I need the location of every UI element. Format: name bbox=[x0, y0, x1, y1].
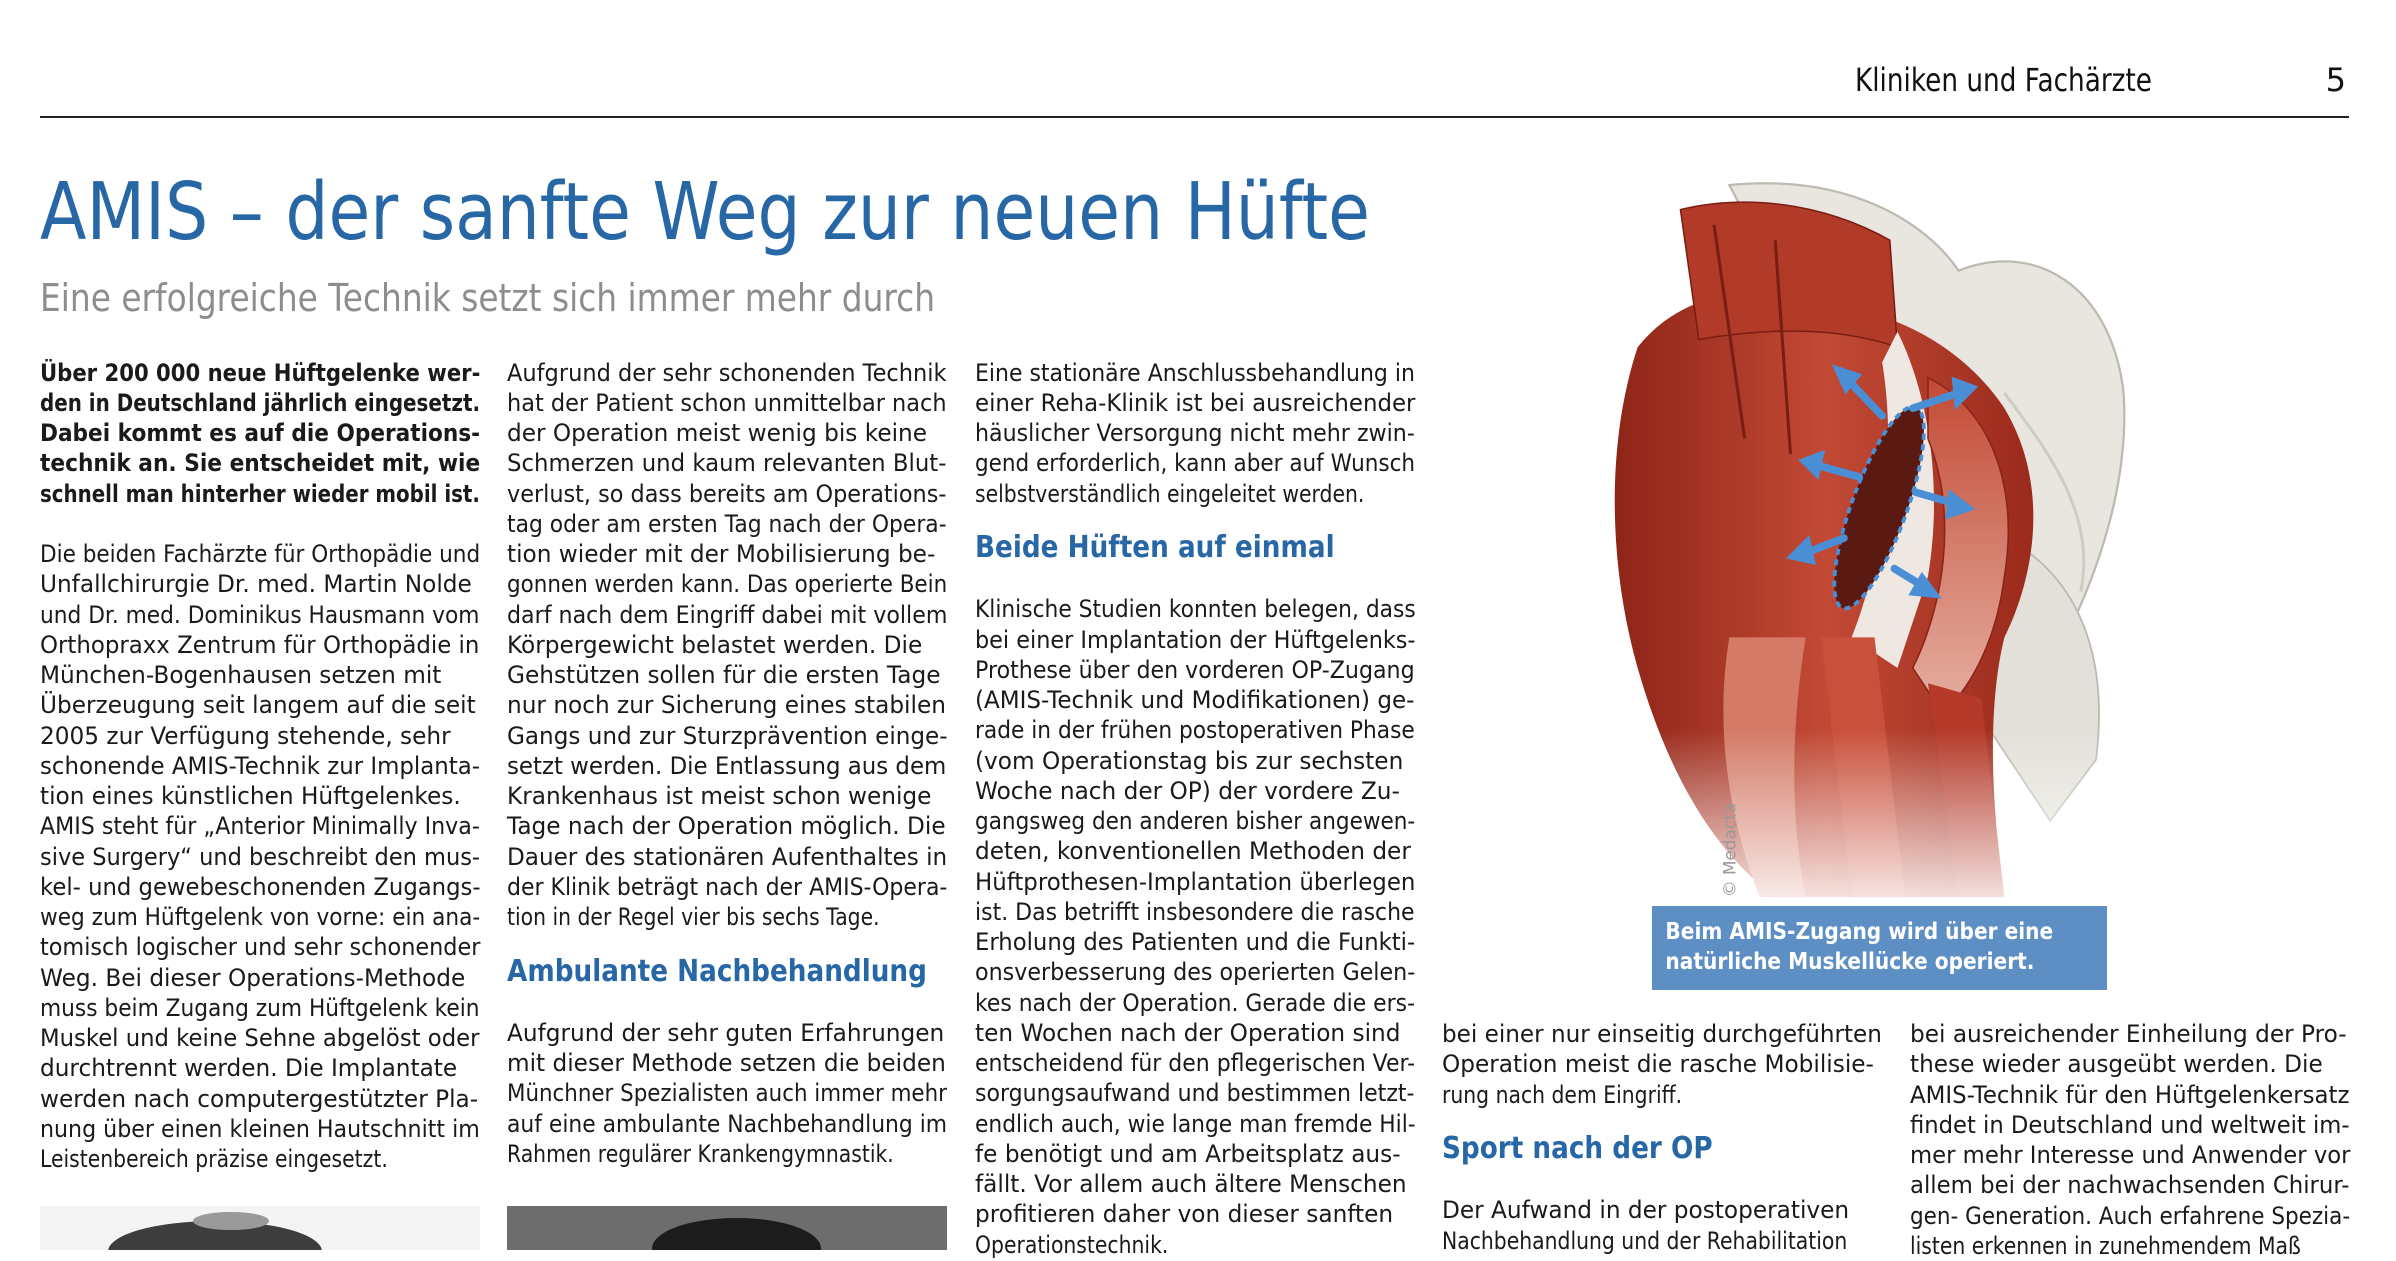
text-line: Weg. Bei dieser Operations-Methode bbox=[39, 963, 465, 992]
text-line: endlich auch, wie lange man fremde Hil- bbox=[974, 1109, 1416, 1138]
text-line: tion wieder mit der Mobilisierung be- bbox=[507, 540, 936, 569]
text-line: these wieder ausgeübt werden. Die bbox=[1910, 1050, 2323, 1079]
column-3 bbox=[975, 358, 1415, 1260]
text-line: profitieren daher von dieser sanften bbox=[974, 1200, 1393, 1229]
column-5 bbox=[1910, 1019, 2350, 1261]
text-line: allem bei der nachwachsenden Chirur- bbox=[1910, 1171, 2350, 1200]
text-line: Muskel und keine Sehne abgelöst oder bbox=[39, 1024, 480, 1053]
text-line: Unfallchirurgie Dr. med. Martin Nolde bbox=[39, 570, 472, 599]
text-line: Operationstechnik. bbox=[974, 1230, 1169, 1259]
portrait-photo-nolde bbox=[40, 1206, 480, 1250]
text-line: AMIS-Technik für den Hüftgelenkersatz bbox=[1910, 1080, 2350, 1109]
text-line: onsverbesserung des operierten Gelen- bbox=[974, 958, 1416, 987]
text-line: gend erforderlich, kann aber auf Wunsch bbox=[974, 449, 1415, 478]
text-line: tag oder am ersten Tag nach der Opera- bbox=[507, 509, 947, 538]
text-line: Dauer des stationären Aufenthaltes in bbox=[507, 842, 948, 871]
text-line: Klinische Studien konnten belegen, dass bbox=[974, 595, 1416, 624]
column-2 bbox=[507, 358, 947, 1170]
text-line: gangsweg den anderen bisher angewen- bbox=[974, 807, 1416, 836]
text-line: Aufgrund der sehr schonenden Technik bbox=[507, 358, 947, 387]
section-heading-beide-hueften: Beide Hüften auf einmal bbox=[974, 530, 1335, 566]
text-line: auf eine ambulante Nachbehandlung im bbox=[507, 1109, 948, 1138]
text-line: Münchner Spezialisten auch immer mehr bbox=[507, 1079, 948, 1108]
text-line: kel- und gewebeschonenden Zugangs- bbox=[39, 872, 481, 901]
body-paragraph bbox=[975, 358, 1415, 509]
text-line: Woche nach der OP) der vordere Zu- bbox=[974, 776, 1400, 805]
text-line: weg zum Hüftgelenk von vorne: ein ana- bbox=[39, 903, 480, 932]
text-line: Der Aufwand in der postoperativen bbox=[1442, 1196, 1850, 1225]
text-line: hat der Patient schon unmittelbar nach bbox=[507, 388, 947, 417]
text-line: Die beiden Fachärzte für Orthopädie und bbox=[39, 540, 480, 569]
column-4 bbox=[1442, 1019, 1882, 1256]
text-line: (AMIS-Technik und Modifikationen) ge- bbox=[974, 686, 1415, 715]
text-line: gonnen werden kann. Das operierte Bein bbox=[507, 570, 948, 599]
body-paragraph bbox=[1910, 1019, 2350, 1261]
text-line: listen erkennen in zunehmendem Maß bbox=[1910, 1231, 2301, 1260]
text-line: Über 200 000 neue Hüftgelenke wer- bbox=[39, 358, 481, 387]
text-line: durchtrennt werden. Die Implantate bbox=[39, 1054, 457, 1083]
text-line: 2005 zur Verfügung stehende, sehr bbox=[39, 721, 451, 750]
text-line: Dabei kommt es auf die Operations- bbox=[39, 419, 480, 448]
text-line: ten Wochen nach der Operation sind bbox=[974, 1018, 1401, 1047]
lead-paragraph bbox=[40, 358, 480, 509]
text-line: AMIS steht für „Anterior Minimally Inva- bbox=[39, 812, 480, 841]
text-line: Eine stationäre Anschlussbehandlung in bbox=[974, 358, 1415, 387]
section-title: Kliniken und Fachärzte bbox=[1854, 61, 2152, 100]
text-line: selbstverständlich eingeleitet werden. bbox=[974, 479, 1365, 508]
text-line: verlust, so dass bereits am Operations- bbox=[507, 479, 947, 508]
body-paragraph bbox=[1442, 1019, 1882, 1110]
text-line: Krankenhaus ist meist schon wenige bbox=[507, 782, 932, 811]
text-line: Orthopraxx Zentrum für Orthopädie in bbox=[39, 630, 480, 659]
text-line: deten, konventionellen Methoden der bbox=[974, 837, 1411, 866]
text-line: München-Bogenhausen setzen mit bbox=[39, 661, 442, 690]
body-paragraph bbox=[975, 594, 1415, 1260]
text-line: nung über einen kleinen Hautschnitt im bbox=[39, 1114, 480, 1143]
text-line: bei einer nur einseitig durchgeführten bbox=[1442, 1020, 1883, 1049]
text-line: der Klinik beträgt nach der AMIS-Opera- bbox=[507, 872, 948, 901]
text-line: nur noch zur Sicherung eines stabilen bbox=[507, 691, 947, 720]
text-line: tion in der Regel vier bis sechs Tage. bbox=[507, 903, 880, 932]
section-heading-ambulante: Ambulante Nachbehandlung bbox=[507, 953, 928, 989]
text-line: den in Deutschland jährlich eingesetzt. bbox=[39, 388, 480, 417]
caption-line-1: Beim AMIS-Zugang wird über eine bbox=[1665, 918, 2053, 945]
caption-line-2: natürliche Muskellücke operiert. bbox=[1665, 949, 2035, 976]
text-line: muss beim Zugang zum Hüftgelenk kein bbox=[39, 993, 480, 1022]
text-line: Aufgrund der sehr guten Erfahrungen bbox=[507, 1018, 945, 1047]
text-line: darf nach dem Eingriff dabei mit vollem bbox=[507, 600, 948, 629]
text-line: kes nach der Operation. Gerade die ers- bbox=[974, 988, 1415, 1017]
text-line: sive Surgery“ und beschreibt den mus- bbox=[39, 842, 480, 871]
text-line: ist. Das betrifft insbesondere die rasche bbox=[974, 897, 1415, 926]
text-line: bei ausreichender Einheilung der Pro- bbox=[1910, 1020, 2347, 1049]
body-paragraph bbox=[1442, 1195, 1882, 1256]
text-line: Körpergewicht belastet werden. Die bbox=[507, 630, 923, 659]
text-line: Erholung des Patienten und die Funkti- bbox=[974, 928, 1416, 957]
article-subtitle: Eine erfolgreiche Technik setzt sich immer mehr durch bbox=[39, 276, 935, 321]
hip-anatomy-illustration bbox=[1546, 179, 2130, 909]
text-line: tomisch logischer und sehr schonender bbox=[39, 933, 481, 962]
figure-caption bbox=[1652, 906, 2107, 990]
text-line: schonende AMIS-Technik zur Implanta- bbox=[39, 751, 480, 780]
text-line: (vom Operationstag bis zur sechsten bbox=[974, 746, 1404, 775]
text-line: Operation meist die rasche Mobilisie- bbox=[1442, 1050, 1875, 1079]
text-line: schnell man hinterher wieder mobil ist. bbox=[39, 479, 480, 508]
text-line: Leistenbereich präzise eingesetzt. bbox=[39, 1145, 388, 1174]
article-title: AMIS – der sanfte Weg zur neuen Hüfte bbox=[39, 165, 1370, 259]
column-1 bbox=[40, 358, 480, 1175]
page-number: 5 bbox=[2325, 61, 2347, 100]
text-line: häuslicher Versorgung nicht mehr zwin- bbox=[974, 419, 1415, 448]
text-line: gen- Generation. Auch erfahrene Spezia- bbox=[1910, 1201, 2351, 1230]
text-line: fällt. Vor allem auch ältere Menschen bbox=[974, 1170, 1407, 1199]
watermark: © Medacta bbox=[1719, 802, 1740, 897]
text-line: rung nach dem Eingriff. bbox=[1442, 1080, 1683, 1109]
section-heading-sport: Sport nach der OP bbox=[1442, 1131, 1714, 1167]
body-paragraph bbox=[507, 1018, 947, 1169]
text-line: tion eines künstlichen Hüftgelenkes. bbox=[39, 782, 461, 811]
text-line: Tage nach der Operation möglich. Die bbox=[507, 812, 946, 841]
text-line: entscheidend für den pflegerischen Ver- bbox=[974, 1049, 1415, 1078]
text-line: Rahmen regulärer Krankengymnastik. bbox=[507, 1139, 895, 1168]
text-line: mit dieser Methode setzen die beiden bbox=[507, 1049, 947, 1078]
text-line: Hüftprothesen-Implantation überlegen bbox=[974, 867, 1416, 896]
body-paragraph bbox=[40, 539, 480, 1174]
text-line: einer Reha-Klinik ist bei ausreichender bbox=[974, 388, 1416, 417]
text-line: mer mehr Interesse und Anwender vor bbox=[1910, 1141, 2351, 1170]
text-line: werden nach computergestützter Pla- bbox=[39, 1084, 478, 1113]
header-rule bbox=[40, 116, 2349, 118]
text-line: sorgungsaufwand und bestimmen letzt- bbox=[974, 1079, 1415, 1108]
text-line: setzt werden. Die Entlassung aus dem bbox=[507, 751, 947, 780]
text-line: Nachbehandlung und der Rehabilitation bbox=[1442, 1226, 1848, 1255]
text-line: Prothese über den vorderen OP-Zugang bbox=[974, 655, 1415, 684]
text-line: Schmerzen und kaum relevanten Blut- bbox=[507, 449, 947, 478]
text-line: fe benötigt und am Arbeitsplatz aus- bbox=[974, 1139, 1401, 1168]
body-paragraph bbox=[507, 358, 947, 933]
text-line: und Dr. med. Dominikus Hausmann vom bbox=[39, 600, 480, 629]
portrait-photo-hausmann bbox=[507, 1206, 947, 1250]
text-line: rade in der frühen postoperativen Phase bbox=[974, 716, 1415, 745]
text-line: Überzeugung seit langem auf die seit bbox=[39, 691, 476, 720]
text-line: Gehstützen sollen für die ersten Tage bbox=[507, 661, 941, 690]
text-line: findet in Deutschland und weltweit im- bbox=[1910, 1110, 2350, 1139]
text-line: der Operation meist wenig bis keine bbox=[507, 419, 928, 448]
text-line: bei einer Implantation der Hüftgelenks- bbox=[974, 625, 1416, 654]
text-line: Gangs und zur Sturzprävention einge- bbox=[507, 721, 948, 750]
text-line: technik an. Sie entscheidet mit, wie bbox=[39, 449, 480, 478]
